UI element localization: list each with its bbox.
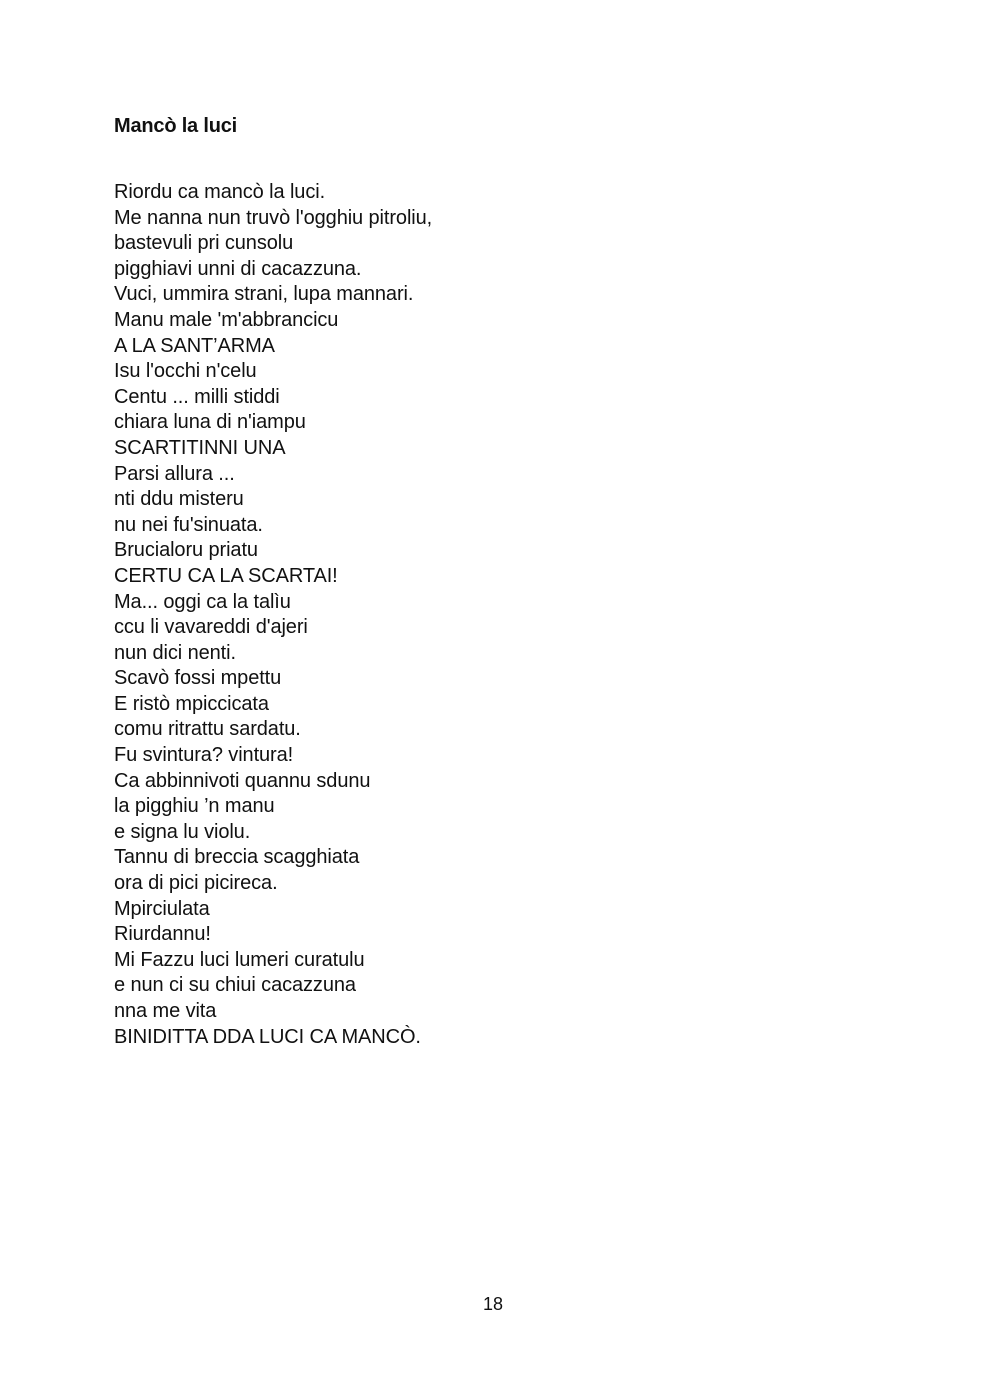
poem-line: Manu male 'm'abbrancicu <box>114 308 339 331</box>
poem-line: e nun ci su chiui cacazzuna <box>114 974 356 997</box>
poem-line: SCARTITINNI UNA <box>114 436 286 459</box>
poem-line: la pigghiu ’n manu <box>114 795 275 818</box>
poem-line: nti ddu misteru <box>114 488 244 511</box>
poem-line: CERTU CA LA SCARTAI! <box>114 564 338 587</box>
poem-line: BINIDITTA DDA LUCI CA MANCÒ. <box>114 1025 421 1048</box>
poem-line: ora di pici picireca. <box>114 872 278 895</box>
poem-line: Riordu ca mancò la luci. <box>114 181 326 203</box>
poem-line: nna me vita <box>114 1000 217 1022</box>
poem-line: nun dici nenti. <box>114 641 236 664</box>
poem-line: Fu svintura? vintura! <box>114 744 294 767</box>
poem-line: Ca abbinnivoti quannu sdunu <box>114 769 371 792</box>
poem-line: comu ritrattu sardatu. <box>114 718 301 741</box>
poem-line: Me nanna nun truvò l'ogghiu pitroliu, <box>114 206 433 229</box>
poem-line: Tannu di breccia scagghiata <box>114 846 360 869</box>
poem-line: Parsi allura ... <box>114 462 235 485</box>
poem-line: bastevuli pri cunsolu <box>114 232 294 255</box>
page-number: 18 <box>482 1294 504 1314</box>
poem-line: Scavò fossi mpettu <box>114 667 282 690</box>
poem-line: pigghiavi unni di cacazzuna. <box>114 257 362 280</box>
poem-line: Brucialoru priatu <box>114 539 258 562</box>
poem-line: Ma... oggi ca la talìu <box>114 590 291 613</box>
poem-line: Mi Fazzu luci lumeri curatulu <box>114 948 365 971</box>
poem-line: Mpirciulata <box>114 897 210 920</box>
poem-body <box>114 180 432 1050</box>
poem-line: E ristò mpiccicata <box>114 692 269 715</box>
poem-line: A LA SANT’ARMA <box>114 334 275 357</box>
poem-line: Riurdannu! <box>114 923 211 946</box>
poem-line: Centu ... milli stiddi <box>114 385 280 408</box>
poem-line: ccu li vavareddi d'ajeri <box>114 616 308 639</box>
poem-line: chiara luna di n'iampu <box>114 411 306 434</box>
poem-line: Isu l'occhi n'celu <box>114 360 257 383</box>
poem-line: nu nei fu'sinuata. <box>114 513 263 536</box>
poem-line: Vuci, ummira strani, lupa mannari. <box>114 283 414 306</box>
poem-line: e signa lu violu. <box>114 820 251 843</box>
poem-title: Mancò la luci <box>114 115 237 137</box>
